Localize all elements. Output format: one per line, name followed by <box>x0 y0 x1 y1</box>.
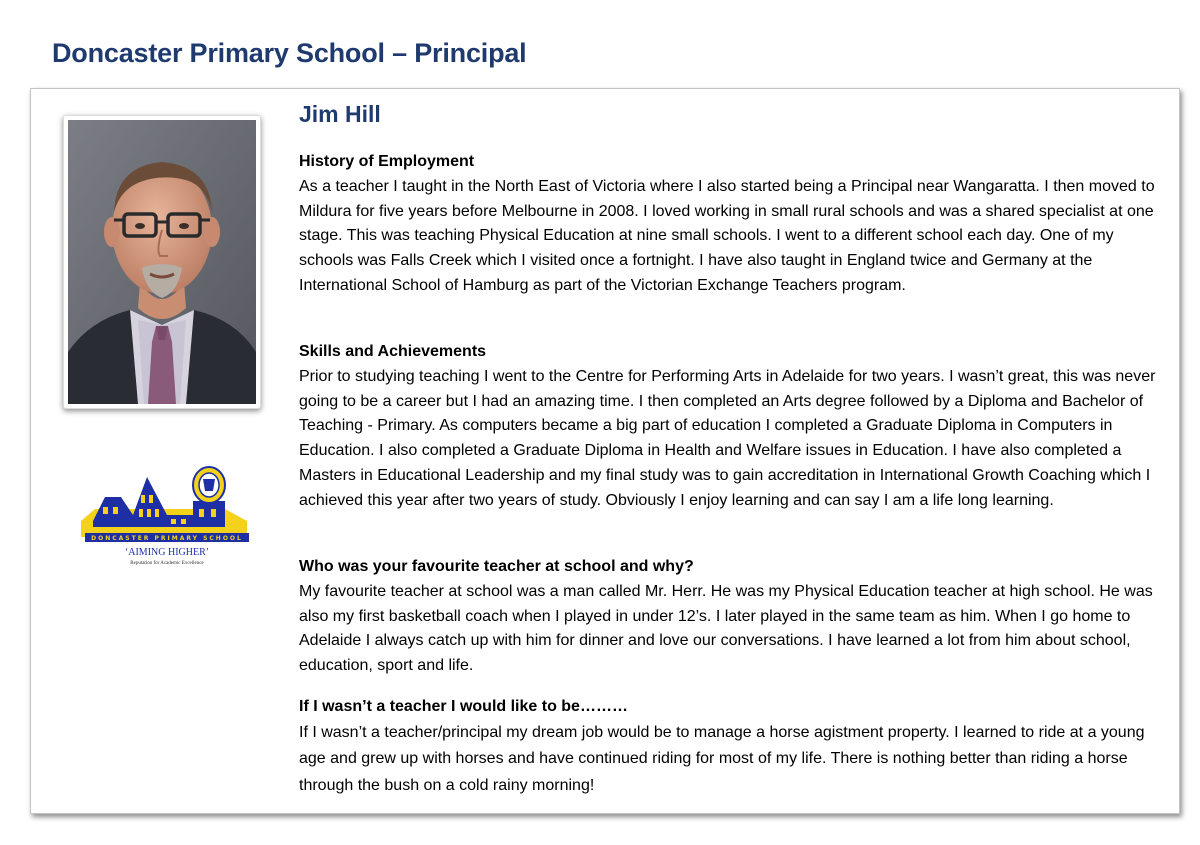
section-skills-and-achievements <box>299 340 1163 514</box>
section-body: Prior to studying teaching I went to the Centre for Performing Arts in Adelaide for two years. I wasn’t great, this was never going to be a career but I had an amazing time. I then completed an Arts degree followed by a Diploma and Bachelor of Teaching - Primary. As computers became a big part of education I completed a Graduate Diploma in Computers in Education. I also completed a Graduate Diploma in Health and Welfare issues in Education. I have also completed a Masters in Educational Leadership and my final study was to gain accreditation in International Growth Coaching which I achieved this year after two years of study. Obviously I enjoy learning and can say I am a life long learning. <box>299 367 1156 509</box>
logo-banner-text: DONCASTER PRIMARY SCHOOL <box>91 535 243 542</box>
section-heading: Who was your favourite teacher at school and why? <box>299 558 694 575</box>
profile-card <box>30 88 1180 814</box>
section-favourite-teacher <box>299 555 1163 679</box>
school-logo <box>75 465 255 575</box>
person-name: Jim Hill <box>299 101 381 127</box>
section-heading: Skills and Achievements <box>299 343 487 360</box>
portrait-photo <box>68 120 256 404</box>
portrait-frame <box>63 115 261 409</box>
section-body: My favourite teacher at school was a man called Mr. Herr. He was my Physical Education teacher at high school. He was also my first basketball coach when I played in under 12’s. I later played in the same team as him. When I go home to Adelaide I always catch up with him for dinner and love our conversations. I have learned a lot from him about school, education, sport and life. <box>299 582 1153 675</box>
section-heading: If I wasn’t a teacher I would like to be……… <box>299 698 628 715</box>
logo-tagline: Reputation for Academic Excellence <box>130 561 204 566</box>
section-body: If I wasn’t a teacher/principal my dream job would be to manage a horse agistment property. I learned to ride at a young age and grew up with horses and have continued riding for most of my life. There is nothing better than riding a horse through the bush on a cold rainy morning! <box>299 723 1145 794</box>
section-dream-job <box>299 695 1163 799</box>
section-body: As a teacher I taught in the North East of Victoria where I also started being a Principal near Wangaratta. I then moved to Mildura for five years before Melbourne in 2008. I loved working in small rural schools and was a shared specialist at one stage. This was teaching Physical Education at nine small schools. I went to a different school each day. One of my schools was Falls Creek which I visited once a fortnight. I have also taught in England twice and Germany at the International School of Hamburg as part of the Victorian Exchange Teachers program. <box>299 177 1155 294</box>
section-heading: History of Employment <box>299 153 475 170</box>
logo-motto: ‘AIMING HIGHER’ <box>124 547 210 558</box>
page-title: Doncaster Primary School – Principal <box>52 38 527 68</box>
section-history-of-employment <box>299 150 1163 299</box>
